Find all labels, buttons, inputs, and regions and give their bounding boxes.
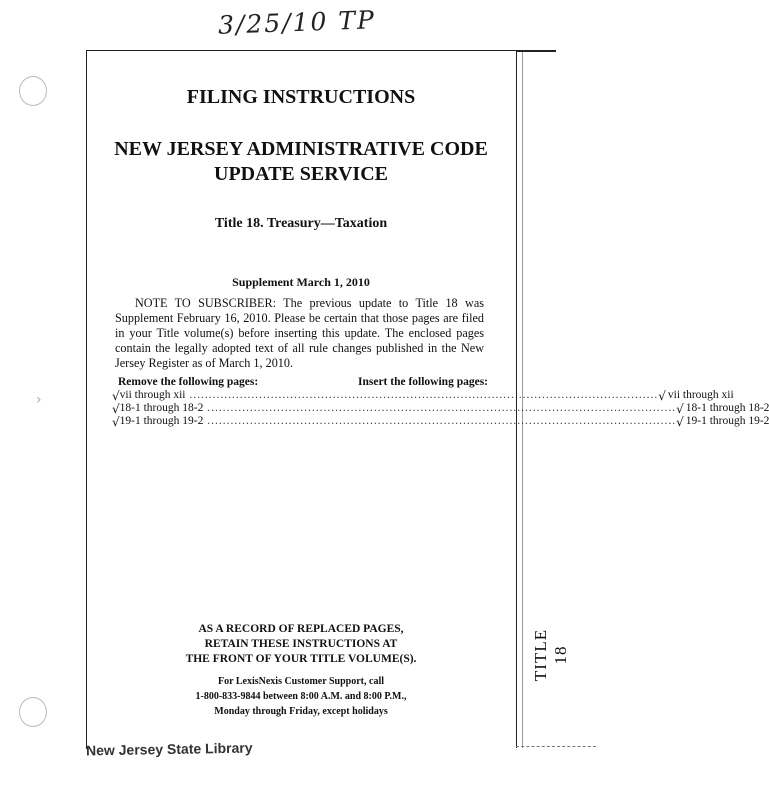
insert-pages-header: Insert the following pages: (358, 376, 489, 388)
check-mark: √ (112, 389, 120, 403)
support-line-3: Monday through Friday, except holidays (214, 706, 388, 717)
check-mark: √ (676, 415, 684, 429)
code-title (86, 137, 516, 187)
check-mark: √ (658, 389, 666, 403)
remove-pages: 18-1 through 18-2 (119, 402, 204, 414)
page-row (112, 389, 734, 403)
record-notice-line-3: THE FRONT OF YOUR TITLE VOLUME(S). (185, 653, 417, 665)
dot-leader: ......................................................................................................................... (185, 389, 659, 401)
bottom-dashed-line (516, 746, 596, 747)
remove-pages-header: Remove the following pages: (118, 376, 259, 388)
library-stamp: New Jersey State Library (85, 739, 253, 759)
code-title-line-1: NEW JERSEY ADMINISTRATIVE CODE (114, 138, 488, 160)
punch-hole-top (19, 76, 47, 106)
record-notice-line-2: RETAIN THESE INSTRUCTIONS AT (204, 638, 398, 650)
record-notice-line-1: AS A RECORD OF REPLACED PAGES, (198, 623, 404, 635)
insert-pages: 19-1 through 19-2 (685, 415, 769, 427)
dot-leader: ......................................................................................................................... (203, 415, 677, 427)
check-mark: √ (112, 402, 120, 416)
page-row (112, 415, 769, 429)
check-mark: √ (676, 402, 684, 416)
remove-pages: 19-1 through 19-2 (119, 415, 204, 427)
insert-pages: 18-1 through 18-2 (685, 402, 769, 414)
page-heading: FILING INSTRUCTIONS (186, 86, 416, 108)
tab-top-edge (516, 50, 556, 52)
punch-hole-bottom (19, 697, 47, 727)
subscriber-note: NOTE TO SUBSCRIBER: The previous update to Title 18 was Supplement February 16, 2010. Please be certain that those pages are filed in your Title volume(s) before inserting this update. The enclosed pages contain the legally adopted text of all rule changes published in the New Jersey Register as of March 1, 2010. (115, 296, 484, 370)
check-mark: √ (112, 415, 120, 429)
record-notice (86, 622, 516, 667)
dot-leader: ......................................................................................................................... (203, 402, 677, 414)
tab-label: TITLE 18 (531, 628, 570, 682)
title-name: Title 18. Treasury—Taxation (214, 216, 388, 231)
support-info (86, 674, 516, 719)
code-title-line-2: UPDATE SERVICE (214, 163, 388, 185)
support-line-1: For LexisNexis Customer Support, call (217, 676, 384, 687)
margin-mark: › (36, 392, 42, 408)
page-row (112, 402, 769, 416)
insert-pages: vii through xii (667, 389, 734, 401)
support-line-2: 1-800-833-9844 between 8:00 A.M. and 8:00 P.M., (195, 691, 407, 702)
remove-pages: vii through xii (119, 389, 186, 401)
handwritten-note: 3/25/10 TP (217, 5, 377, 40)
supplement-date: Supplement March 1, 2010 (232, 275, 370, 289)
